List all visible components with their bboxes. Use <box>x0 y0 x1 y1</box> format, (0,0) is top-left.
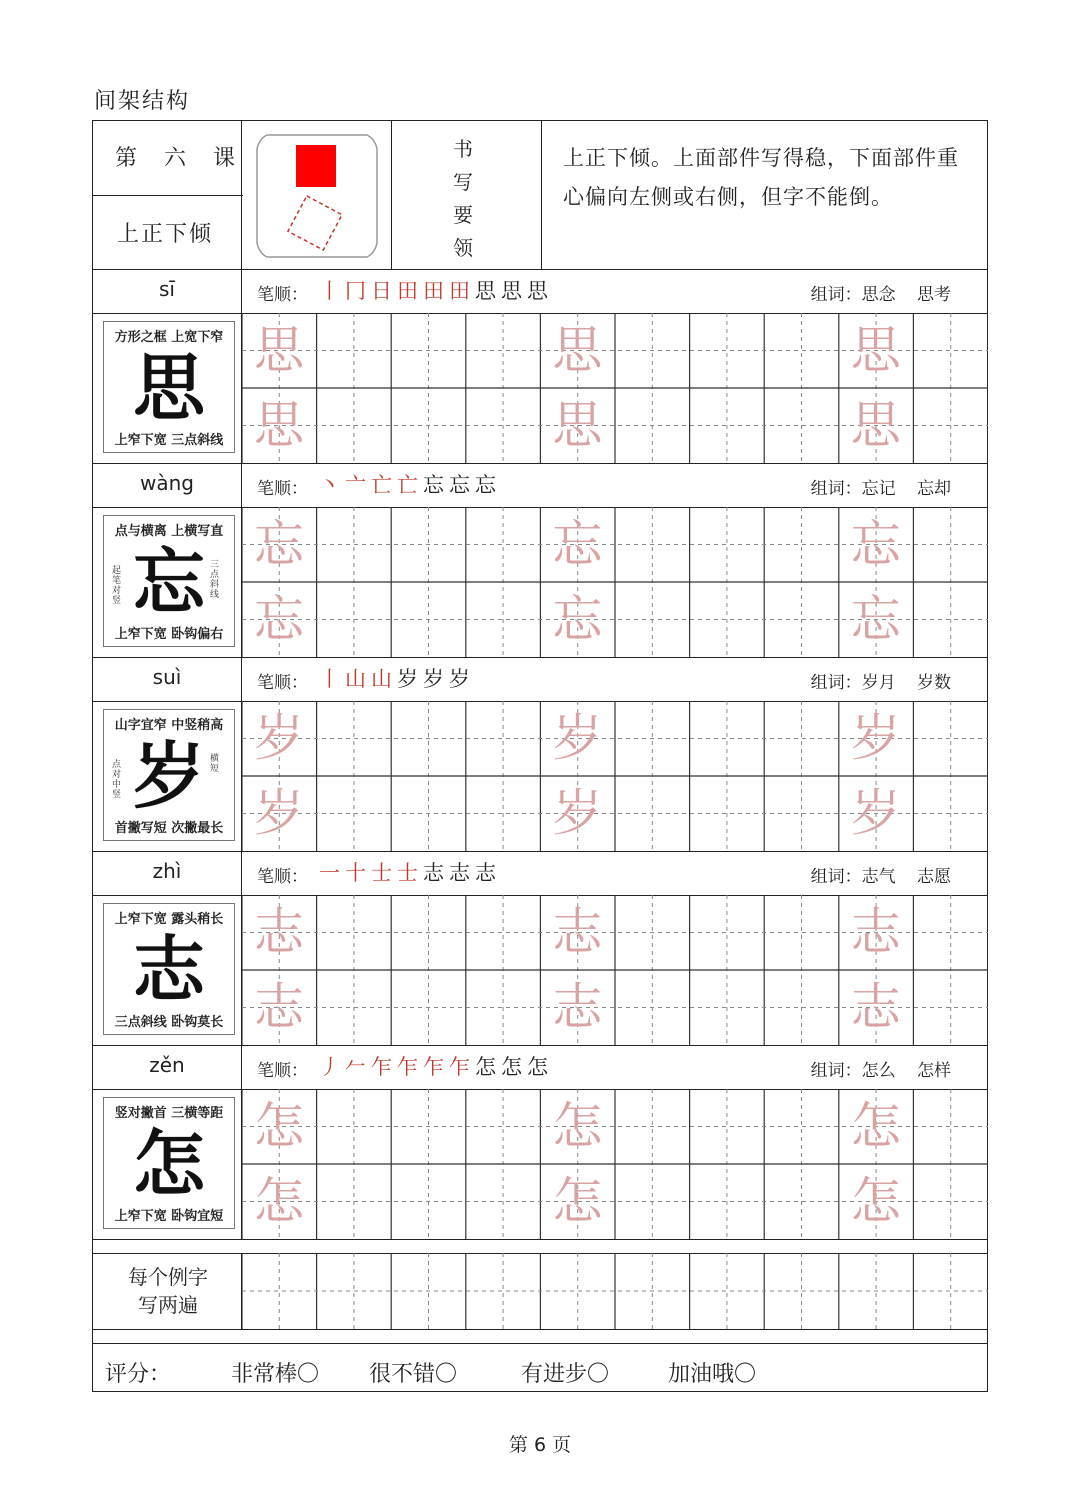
tip-bottom: 上窄下宽 卧钩宜短 <box>114 1209 224 1224</box>
stroke-step: 丶 <box>319 473 345 497</box>
example-character-card <box>103 1097 235 1229</box>
tip-top: 山字宜窄 中竖稍高 <box>114 718 224 733</box>
trace-character: 忘 <box>254 590 304 648</box>
trace-character: 怎 <box>552 1172 603 1230</box>
stroke-step: 岁 <box>449 667 475 691</box>
header-divider-3 <box>541 121 542 269</box>
trace-character: 怎 <box>850 1172 901 1230</box>
trace-cell[interactable] <box>242 895 316 969</box>
stroke-order-sequence <box>319 469 501 499</box>
stroke-order-sequence <box>319 275 553 305</box>
trace-cell[interactable] <box>540 1089 614 1163</box>
block-bottom-line <box>93 1045 987 1046</box>
stroke-step: 亡 <box>371 473 397 497</box>
stroke-step: 思 <box>527 279 553 303</box>
word-1: 怎么 <box>861 1061 896 1081</box>
stroke-order-label: 笔顺： <box>257 1061 308 1081</box>
stroke-step: 田 <box>449 279 475 303</box>
example-character: 志 <box>132 927 205 1012</box>
stroke-step: 丿 <box>319 1055 345 1079</box>
header-divider-2 <box>391 121 392 269</box>
upper-part-square <box>296 145 336 187</box>
block-bottom-line <box>93 1239 987 1240</box>
side-note-right: 横短 <box>210 754 220 774</box>
tip-top: 上窄下宽 露头稍长 <box>114 912 224 927</box>
side-note-left: 点对中竖 <box>112 760 122 800</box>
trace-character: 忘 <box>552 590 603 648</box>
stroke-step: 一 <box>319 861 345 885</box>
stroke-step: 丨 <box>319 667 345 691</box>
trace-cell[interactable] <box>242 970 316 1044</box>
word-1: 思念 <box>861 285 896 305</box>
rating-option[interactable]: 加油哦〇 <box>668 1362 757 1387</box>
trace-cell[interactable] <box>242 313 316 387</box>
trace-cell[interactable] <box>540 507 614 581</box>
word-2: 思考 <box>917 285 951 305</box>
stroke-step: 志 <box>423 861 449 885</box>
block-bottom-line <box>93 657 987 658</box>
stroke-step: 山 <box>371 667 397 691</box>
stroke-step: 怎 <box>475 1055 501 1079</box>
stroke-step: 士 <box>397 861 423 885</box>
example-character-card <box>103 709 235 841</box>
trace-cell[interactable] <box>839 1164 913 1238</box>
requirement-label <box>448 133 478 265</box>
lower-part-tilted <box>288 196 342 250</box>
trace-character: 岁 <box>850 784 901 842</box>
example-character: 岁 <box>132 733 205 818</box>
trace-cell[interactable] <box>540 895 614 969</box>
trace-cell[interactable] <box>839 313 913 387</box>
word-2: 志愿 <box>917 867 951 887</box>
stroke-step: 田 <box>423 279 449 303</box>
trace-cell[interactable] <box>540 388 614 462</box>
trace-cell[interactable] <box>839 776 913 850</box>
rating-option[interactable]: 有进步〇 <box>521 1362 610 1387</box>
tip-bottom: 上窄下宽 卧钩偏右 <box>114 627 224 642</box>
trace-cell[interactable] <box>242 507 316 581</box>
stroke-order-label: 笔顺： <box>257 673 308 693</box>
word-group <box>811 280 951 305</box>
rating-option[interactable]: 非常棒〇 <box>231 1362 320 1387</box>
stroke-step: 乍 <box>423 1055 449 1079</box>
trace-character: 志 <box>850 978 901 1036</box>
trace-cell[interactable] <box>242 388 316 462</box>
req-char-1: 书 <box>453 137 473 161</box>
practice-label-line-2: 写两遍 <box>138 1293 198 1317</box>
example-character: 思 <box>132 345 205 430</box>
word-group <box>811 862 951 887</box>
pinyin: suì <box>152 665 182 689</box>
req-char-3: 要 <box>453 203 473 227</box>
stroke-step: 丨 <box>319 279 345 303</box>
stroke-step: 乍 <box>397 1055 423 1079</box>
word-group <box>811 1056 951 1081</box>
trace-character: 岁 <box>552 709 603 767</box>
tip-bottom: 上窄下宽 三点斜线 <box>114 433 224 448</box>
stroke-step: 亡 <box>397 473 423 497</box>
word-group-label: 组词： <box>810 673 862 693</box>
stroke-step: 怎 <box>501 1055 527 1079</box>
trace-character: 怎 <box>850 1097 901 1155</box>
req-char-4: 领 <box>453 236 473 260</box>
word-group-label: 组词： <box>810 479 862 499</box>
stroke-step: 岁 <box>423 667 449 691</box>
stroke-step: 士 <box>371 861 397 885</box>
word-1: 岁月 <box>861 673 896 693</box>
section-title: 间架结构 <box>94 89 191 114</box>
word-2: 忘却 <box>917 479 951 499</box>
example-character: 忘 <box>132 539 205 624</box>
trace-character: 志 <box>552 903 603 961</box>
stroke-step: 日 <box>371 279 397 303</box>
trace-character: 思 <box>850 321 901 379</box>
trace-cell[interactable] <box>242 582 316 656</box>
trace-character: 志 <box>850 903 901 961</box>
trace-character: 忘 <box>254 515 304 573</box>
requirement-text: 上正下倾。上面部件写得稳，下面部件重心偏向左侧或右侧，但字不能倒。 <box>563 146 959 209</box>
stroke-step: 怎 <box>527 1055 553 1079</box>
trace-character: 思 <box>850 396 901 454</box>
stroke-step: 忘 <box>423 473 449 497</box>
stroke-step: 田 <box>397 279 423 303</box>
stroke-order-label: 笔顺： <box>257 285 308 305</box>
trace-cell[interactable] <box>540 582 614 656</box>
pinyin: zhì <box>152 859 182 883</box>
trace-character: 岁 <box>254 709 304 767</box>
word-group <box>811 668 951 693</box>
pinyin: sī <box>159 277 175 301</box>
trace-character: 思 <box>254 321 304 379</box>
trace-cell[interactable] <box>242 701 316 775</box>
trace-cell[interactable] <box>540 1164 614 1238</box>
structure-diagram-icon <box>243 121 391 269</box>
page-number: 第 6 页 <box>508 1434 572 1456</box>
trace-character: 岁 <box>552 784 603 842</box>
tip-bottom: 三点斜线 卧钩莫长 <box>114 1015 224 1030</box>
word-1: 忘记 <box>861 479 896 499</box>
trace-character: 忘 <box>850 515 901 573</box>
trace-cell[interactable] <box>540 701 614 775</box>
trace-cell[interactable] <box>540 776 614 850</box>
trace-character: 思 <box>254 396 304 454</box>
side-note-right: 三点斜线 <box>210 560 220 600</box>
word-group-label: 组词： <box>810 867 862 887</box>
worksheet <box>92 120 988 1392</box>
stroke-step: 乍 <box>371 1055 397 1079</box>
free-practice-grid[interactable] <box>242 1253 988 1329</box>
trace-cell[interactable] <box>839 507 913 581</box>
stroke-order-label: 笔顺： <box>257 867 308 887</box>
stroke-step: 十 <box>345 861 371 885</box>
trace-character: 忘 <box>850 590 901 648</box>
trace-cell[interactable] <box>839 895 913 969</box>
trace-character: 志 <box>254 978 304 1036</box>
practice-label-line-1: 每个例字 <box>128 1265 208 1289</box>
stroke-step: 岁 <box>397 667 423 691</box>
stroke-step: 忘 <box>449 473 475 497</box>
stroke-step: 冂 <box>345 279 371 303</box>
trace-cell[interactable] <box>839 582 913 656</box>
practice-instruction <box>113 1263 223 1319</box>
side-note-left: 起笔对竖 <box>112 566 122 606</box>
word-group-label: 组词： <box>810 285 862 305</box>
trace-cell[interactable] <box>540 313 614 387</box>
trace-character: 思 <box>552 396 603 454</box>
example-character-card <box>103 903 235 1035</box>
trace-cell[interactable] <box>839 1089 913 1163</box>
pinyin: wàng <box>140 471 194 495</box>
stroke-step: 忘 <box>475 473 501 497</box>
lesson-divider <box>93 195 243 196</box>
stroke-order-sequence <box>319 663 475 693</box>
stroke-step: 思 <box>475 279 501 303</box>
example-character: 怎 <box>132 1121 205 1206</box>
trace-cell[interactable] <box>839 701 913 775</box>
tip-top: 点与横离 上横写直 <box>114 524 224 539</box>
rating-option[interactable]: 很不错〇 <box>369 1362 458 1387</box>
stroke-step: 亠 <box>345 473 371 497</box>
header-divider-1 <box>241 121 242 269</box>
trace-cell[interactable] <box>540 970 614 1044</box>
trace-character: 岁 <box>254 784 304 842</box>
trace-character: 怎 <box>254 1097 304 1155</box>
block-bottom-line <box>93 851 987 852</box>
req-char-2: 写 <box>453 170 473 194</box>
practice-row-bottom <box>93 1329 987 1330</box>
lesson-name: 上正下倾 <box>117 222 214 247</box>
trace-character: 志 <box>254 903 304 961</box>
stroke-step: 志 <box>449 861 475 885</box>
trace-cell[interactable] <box>839 388 913 462</box>
trace-character: 怎 <box>254 1172 304 1230</box>
stroke-step: 𠂉 <box>345 1055 371 1079</box>
trace-character: 岁 <box>850 709 901 767</box>
block-bottom-line <box>93 463 987 464</box>
word-2: 怎样 <box>917 1061 951 1081</box>
stroke-step: 思 <box>501 279 527 303</box>
stroke-order-sequence <box>319 857 501 887</box>
tip-bottom: 首撇写短 次撇最长 <box>114 821 224 836</box>
trace-cell[interactable] <box>839 970 913 1044</box>
trace-character: 忘 <box>552 515 603 573</box>
example-character-card <box>103 321 235 453</box>
tip-top: 竖对撇首 三横等距 <box>114 1106 224 1121</box>
stroke-order-label: 笔顺： <box>257 479 308 499</box>
word-group <box>811 474 951 499</box>
example-character-card <box>103 515 235 647</box>
structure-diagram <box>243 121 391 269</box>
word-group-label: 组词： <box>810 1061 862 1081</box>
stroke-step: 志 <box>475 861 501 885</box>
stroke-step: 乍 <box>449 1055 475 1079</box>
tip-top: 方形之框 上宽下窄 <box>114 330 224 345</box>
header-bottom-line <box>93 269 987 270</box>
stroke-order-sequence <box>319 1051 553 1081</box>
pinyin: zěn <box>149 1053 185 1077</box>
word-2: 岁数 <box>917 673 951 693</box>
rating-label: 评分： <box>105 1362 172 1387</box>
trace-character: 怎 <box>552 1097 603 1155</box>
trace-character: 思 <box>552 321 603 379</box>
word-1: 志气 <box>861 867 896 887</box>
trace-cell[interactable] <box>242 1089 316 1163</box>
lesson-number: 第 六 课 <box>115 146 245 171</box>
rating-row-top <box>93 1343 987 1344</box>
trace-cell[interactable] <box>242 776 316 850</box>
trace-character: 志 <box>552 978 603 1036</box>
stroke-step: 山 <box>345 667 371 691</box>
trace-cell[interactable] <box>242 1164 316 1238</box>
